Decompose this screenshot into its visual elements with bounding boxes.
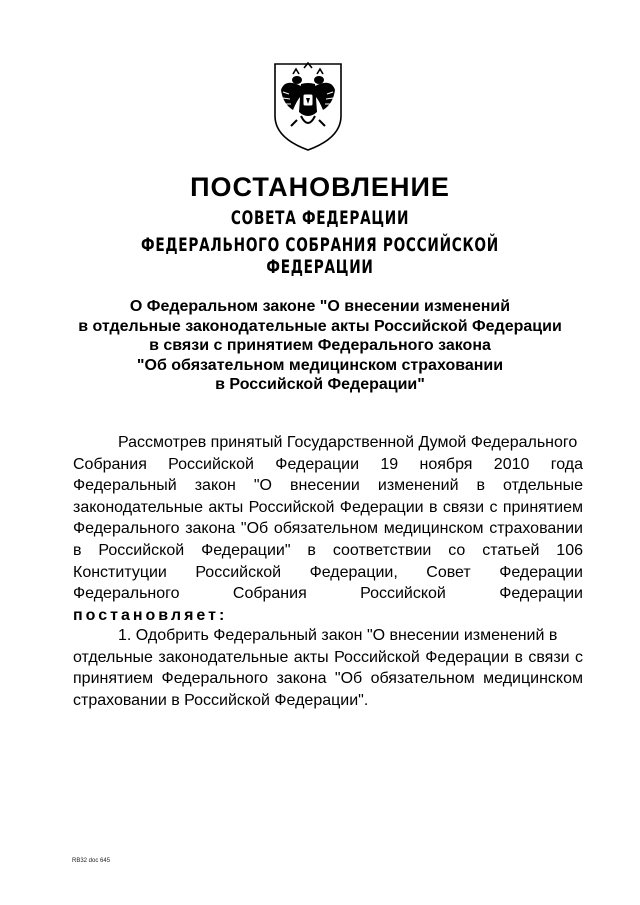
paragraph-line: 1. Одобрить Федеральный закон "О внесении изменений в — [118, 627, 558, 644]
paragraph-line: Федеральный закон "О внесении изменений в отдельные — [73, 477, 583, 495]
paragraph-line: в Российской Федерации" в соответствии со статьей 106 — [73, 541, 583, 559]
paragraph-line: Собрания Российской Федерации 19 ноября 2010 года — [73, 455, 583, 473]
paragraph-decision-item-1 — [73, 625, 583, 711]
document-type-heading: ПОСТАНОВЛЕНИЕ — [190, 172, 450, 202]
subject-line: в Российской Федерации" — [215, 376, 425, 393]
paragraph-line: Федерального Собрания Российской Федерации — [73, 585, 583, 603]
paragraph-line: законодательные акты Российской Федерации в связи с принятием — [73, 498, 583, 516]
resolution-subject — [40, 297, 600, 395]
paragraph-preamble — [73, 432, 583, 626]
subject-line: "Об обязательном медицинском страховании — [136, 356, 504, 374]
issuing-body-line-1: СОВЕТА ФЕДЕРАЦИИ — [230, 207, 410, 229]
paragraph-line: страховании в Российской Федерации". — [73, 691, 369, 709]
issuing-body-line-2: ФЕДЕРАЛЬНОГО СОБРАНИЯ РОССИЙСКОЙ ФЕДЕРАЦИИ — [141, 234, 499, 278]
decree-word: постановляет: — [73, 606, 228, 624]
subject-line: в связи с принятием Федерального закона — [149, 337, 491, 354]
subject-line: в отдельные законодательные акты Российской Федерации — [78, 317, 562, 335]
document-code: RB32 doc 645 — [72, 858, 111, 864]
paragraph-line: Конституции Российской Федерации, Совет Федерации — [73, 563, 583, 581]
paragraph-line: Рассмотрев принятый Государственной Думой Федерального — [118, 434, 578, 451]
subject-line: О Федеральном законе "О внесении изменений — [129, 298, 511, 315]
paragraph-line: отдельные законодательные акты Российской Федерации в связи с — [73, 648, 583, 666]
paragraph-line: Федерального закона "Об обязательном медицинском страховании — [73, 520, 583, 538]
paragraph-line: принятием Федерального закона "Об обязательном медицинском — [73, 670, 583, 688]
russian-coat-of-arms-icon — [271, 60, 345, 152]
